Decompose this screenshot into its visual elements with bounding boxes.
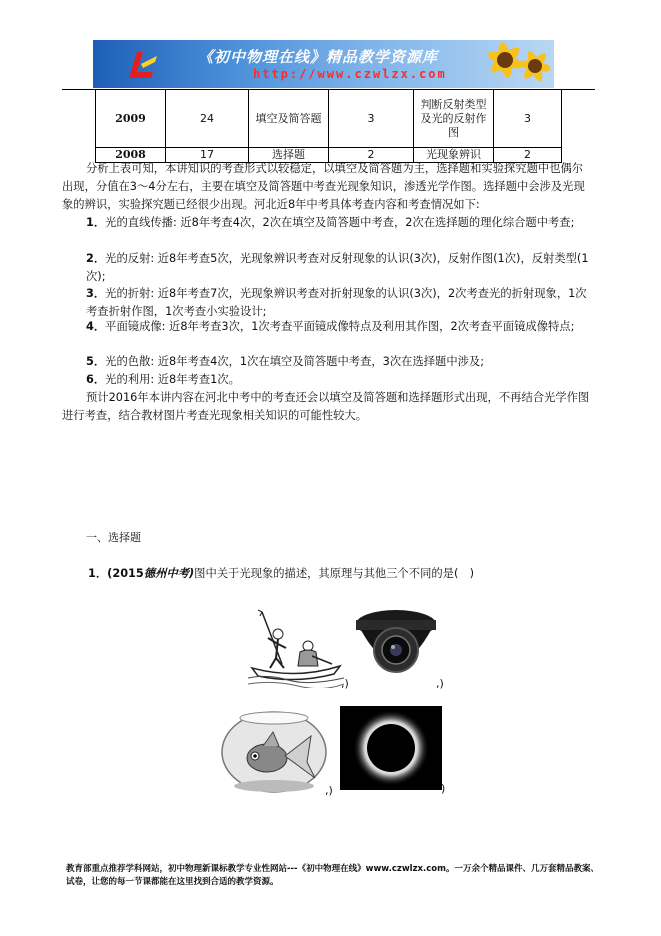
table-cell-n2: 2 — [494, 148, 562, 163]
question-text: 图中关于光现象的描述，其原理与其他三个不同的是( ) — [194, 567, 475, 580]
header-banner — [93, 40, 554, 88]
item-number: 3． — [86, 287, 106, 300]
question-source-place: 德州中考) — [143, 567, 195, 580]
analysis-item-4 — [62, 318, 594, 336]
table-cell-type1: 选择题 — [249, 148, 329, 163]
table-cell-n2: 3 — [494, 90, 562, 148]
banner-title: 《初中物理在线》精品教学资源库 — [198, 48, 439, 66]
option-d-paren: ) — [441, 782, 446, 795]
site-logo-icon — [123, 44, 163, 84]
table-cell-n1: 2 — [329, 148, 414, 163]
table-cell-n1: 3 — [329, 90, 414, 148]
table-row — [96, 90, 562, 148]
section-title: 一、选择题 — [86, 531, 141, 544]
table-cell-type2: 判断反射类型及光的反射作图 — [414, 90, 494, 148]
exam-stats-table — [95, 89, 562, 163]
item-text: 光的直线传播: 近8年考查4次，2次在填空及简答题中考查，2次在选择题的理化综合题中考查; — [105, 216, 575, 229]
table-cell-year: 2009 — [96, 90, 166, 148]
item-number: 4． — [86, 320, 106, 333]
solar-eclipse-image — [340, 706, 442, 790]
table-cell-type1: 填空及简答题 — [249, 90, 329, 148]
analysis-item-1 — [62, 214, 594, 232]
table-cell-year: 2008 — [96, 148, 166, 163]
item-text: 光的色散: 近8年考查4次，1次在填空及简答题中考查，3次在选择题中涉及; — [105, 355, 485, 368]
page-footer: 教育部重点推荐学科网站，初中物理新课标教学专业性网站---《初中物理在线》www.czwlzx.com。一万余个精品课件、几万套精品教案、试卷，让您的每一节课都能在这里找到合适的教学资源。 — [66, 864, 599, 887]
analysis-item-5 — [62, 353, 594, 371]
option-b-paren: ,) — [436, 677, 444, 690]
sunflower-icon — [483, 40, 553, 88]
option-a-paren: ,) — [341, 677, 349, 690]
item-text: 光的利用: 近8年考查1次。 — [105, 373, 240, 386]
forecast-paragraph: 预计2016年本讲内容在河北中考中的考查还会以填空及简答题和选择题形式出现，不再结合光学作图进行考查，结合教材图片考查光现象相关知识的可能性较大。 — [62, 391, 590, 422]
banner-url[interactable]: http://www.czwlzx.com — [253, 67, 447, 81]
option-c-paren: ,) — [325, 784, 333, 797]
security-camera-image — [353, 604, 439, 688]
item-number: 1． — [86, 216, 106, 229]
table-cell-count: 24 — [166, 90, 249, 148]
analysis-item-3 — [62, 285, 594, 321]
table-cell-count: 17 — [166, 148, 249, 163]
goldfish-bowl-image — [219, 706, 329, 794]
item-text: 光的反射: 近8年考查5次，光现象辨识考查对反射现象的认识(3次)，反射作图(1次)，反射类型(1次); — [86, 252, 589, 283]
analysis-item-2 — [62, 250, 594, 286]
item-number: 2． — [86, 252, 106, 265]
item-text: 平面镜成像: 近8年考查3次，1次考查平面镜成像特点及利用其作图，2次考查平面镜成像特点; — [105, 320, 575, 333]
analysis-paragraph: 分析上表可知，本讲知识的考查形式以较稳定，以填空及简答题为主，选择题和实验探究题中也偶尔出现，分值在3～4分左右，主要在填空及简答题中考查光现象知识，渗透光学作图。选择题中会涉及光现象的辨识，实验探究题已经很少出现。河北近8年中考具体考查内容和考查情况如下: — [62, 162, 585, 211]
item-number: 6． — [86, 373, 106, 386]
item-number: 5． — [86, 355, 106, 368]
question-source-year: (2015 — [107, 567, 144, 580]
item-text: 光的折射: 近8年考查7次，光现象辨识考查对折射现象的认识(3次)，2次考查光的折射现象，1次考查折射作图，1次考查小实验设计; — [86, 287, 587, 318]
fishing-boat-image — [248, 608, 344, 688]
analysis-item-6 — [62, 371, 594, 389]
question-number: 1． — [88, 567, 108, 580]
question-1 — [88, 565, 474, 581]
table-cell-type2: 光现象辨识 — [414, 148, 494, 163]
